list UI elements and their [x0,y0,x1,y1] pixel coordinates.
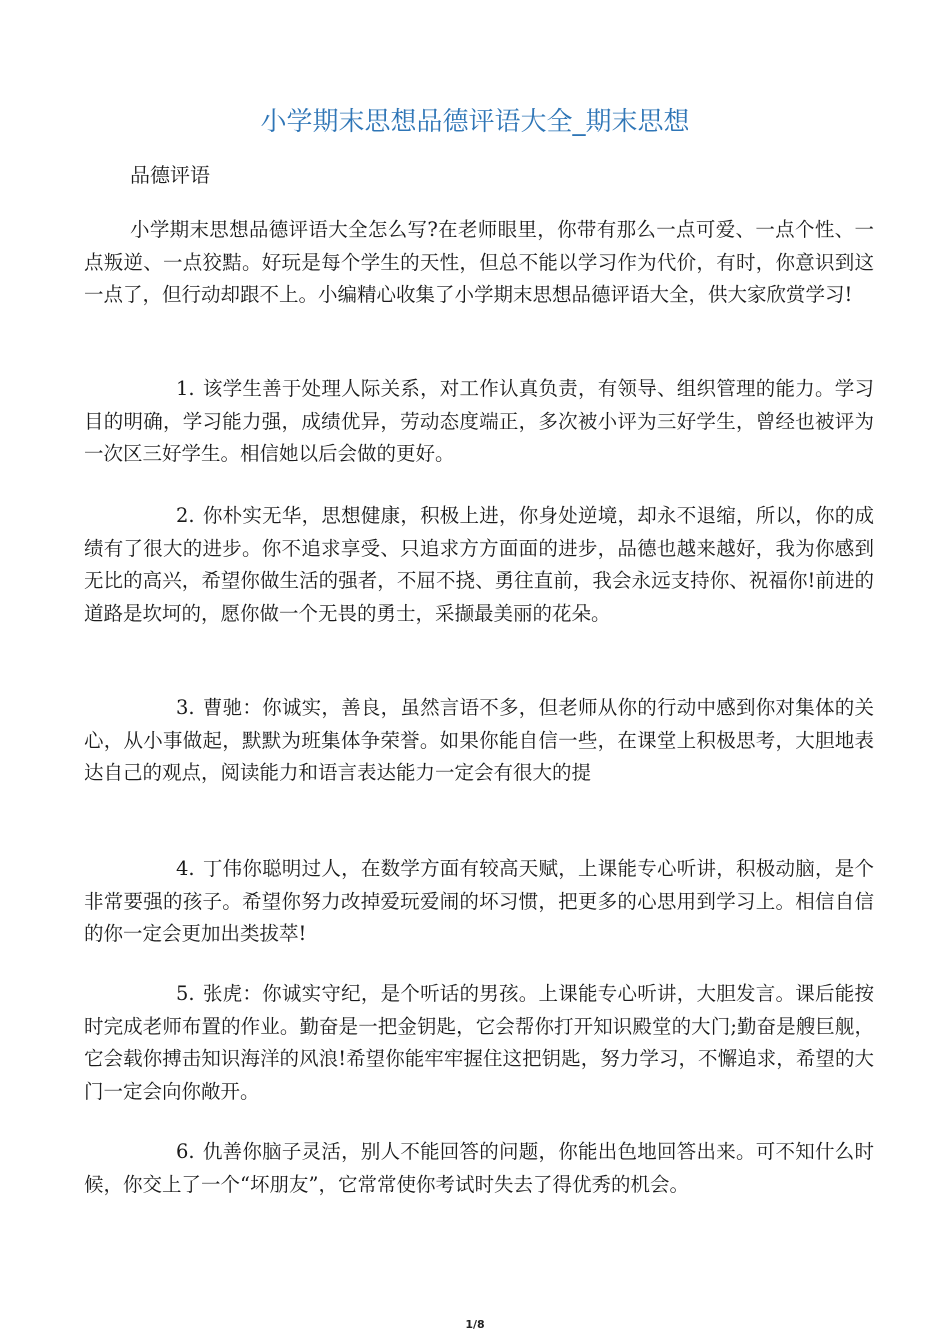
comment-item-3 [84,692,874,790]
item-number: 6. [176,1140,195,1163]
page-indicator: 1/8 [465,1318,485,1331]
comment-item-4 [84,853,874,951]
item-number: 3. [176,696,195,719]
comment-item-2 [84,500,874,630]
item-number: 4. [176,857,195,880]
item-number: 1. [176,377,195,400]
intro-paragraph: 小学期末思想品德评语大全怎么写?在老师眼里，你带有那么一点可爱、一点个性、一点叛逆、一点狡黠。好玩是每个学生的天性，但总不能以学习作为代价，有时，你意识到这一点了，但行动却跟不上。小编精心收集了小学期末思想品德评语大全，供大家欣赏学习! [84,218,874,306]
item-text: 曹驰：你诚实，善良，虽然言语不多，但老师从你的行动中感到你对集体的关心，从小事做起，默默为班集体争荣誉。如果你能自信一些，在课堂上积极思考，大胆地表达自己的观点，阅读能力和语言表达能力一定会有很大的提 [84,696,874,784]
item-text: 仇善你脑子灵活，别人不能回答的问题，你能出色地回答出来。可不知什么时候，你交上了一个“坏朋友”，它常常使你考试时失去了得优秀的机会。 [84,1140,874,1196]
item-number: 5. [176,982,195,1005]
item-number: 2. [176,504,195,527]
item-text: 丁伟你聪明过人，在数学方面有较高天赋，上课能专心听讲，积极动脑，是个非常要强的孩子。希望你努力改掉爱玩爱闹的坏习惯，把更多的心思用到学习上。相信自信的你一定会更加出类拔萃! [84,857,874,945]
document-subtitle: 品德评语 [130,163,210,187]
item-text: 你朴实无华，思想健康，积极上进，你身处逆境，却永不退缩，所以，你的成绩有了很大的进步。你不追求享受、只追求方方面面的进步，品德也越来越好，我为你感到无比的高兴，希望你做生活的强者，不屈不挠、勇往直前，我会永远支持你、祝福你!前进的道路是坎坷的，愿你做一个无畏的勇士，采撷最美丽的花朵。 [84,504,874,625]
item-text: 张虎：你诚实守纪，是个听话的男孩。上课能专心听讲，大胆发言。课后能按时完成老师布置的作业。勤奋是一把金钥匙，它会帮你打开知识殿堂的大门;勤奋是艘巨舰，它会载你搏击知识海洋的风浪!希望你能牢牢握住这把钥匙，努力学习，不懈追求，希望的大门一定会向你敞开。 [84,982,874,1103]
comment-item-1 [84,373,874,471]
item-text: 该学生善于处理人际关系，对工作认真负责，有领导、组织管理的能力。学习目的明确，学习能力强，成绩优异，劳动态度端正，多次被小评为三好学生，曾经也被评为一次区三好学生。相信她以后会做的更好。 [84,377,874,465]
document-title: 小学期末思想品德评语大全_期末思想 [260,107,690,137]
comment-item-5 [84,978,874,1108]
comment-item-6 [84,1136,874,1201]
